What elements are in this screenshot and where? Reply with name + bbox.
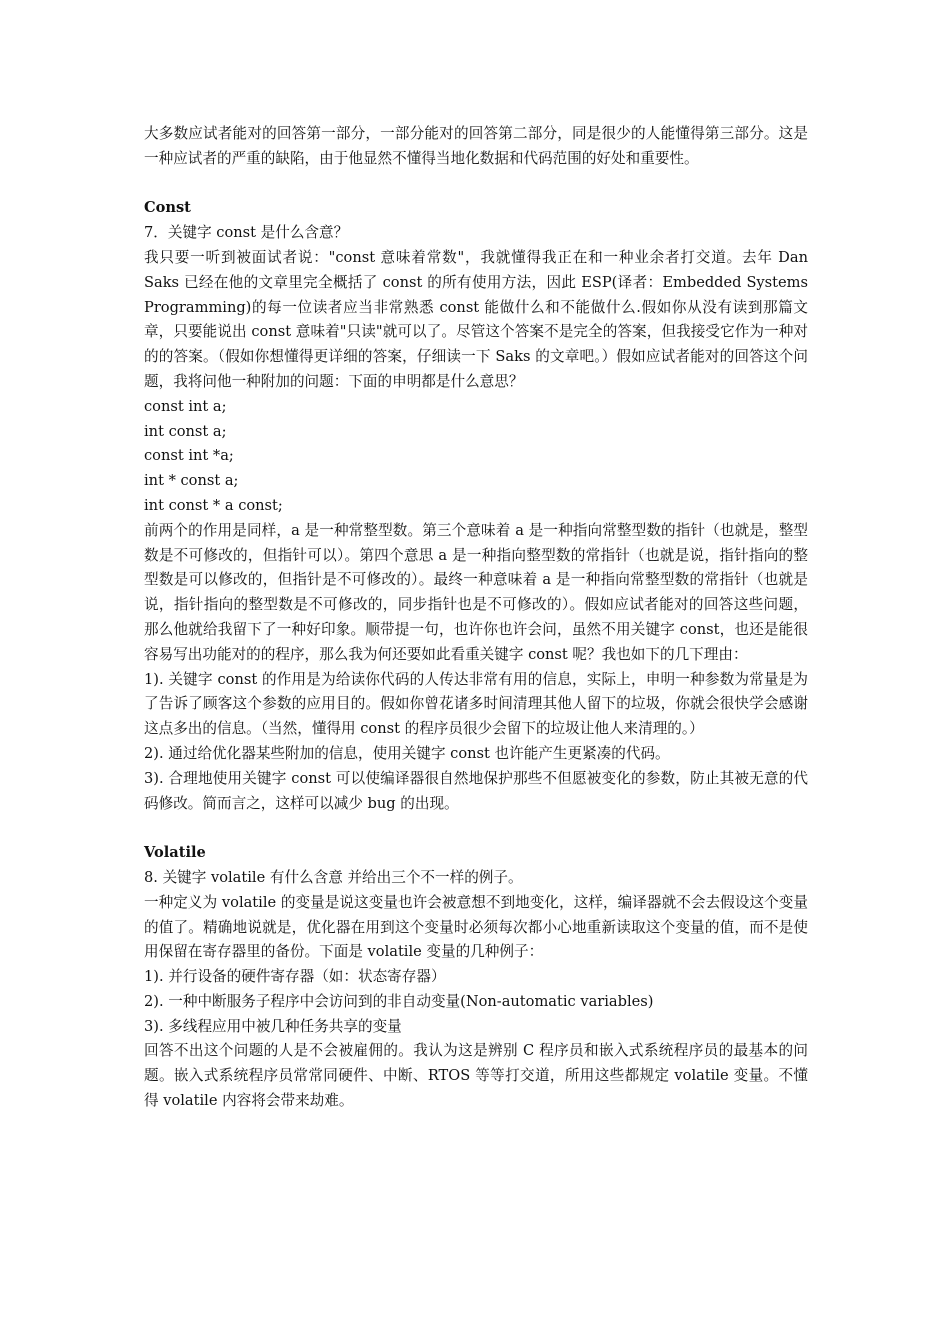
document-page (144, 122, 808, 1114)
const-explanation-paragraph: 前两个的作用是同样，a 是一种常整型数。第三个意味着 a 是一种指向常整型数的指针（也就是，整型数是不可修改的，但指针可以）。第四个意思 a 是一种指向整型数的常指针（也就是说，指针指向的整型数是可以修改的，但指针是不可修改的）。最终一种意味着 a 是一种指向常整型数的常指针（也就是说，指针指向的整型数是不可修改的，同步指针也是不可修改的）。假如应试者能对的回答这些问题，那么他就给我留下了一种好印象。顺带提一句，也许你也许会问，虽然不用关键字 const，也还是能很容易写出功能对的的程序，那么我为何还要如此看重关键字 const 呢？我也如下的几下理由： (144, 521, 808, 663)
const-question: 7．关键字 const 是什么含意？ (144, 224, 349, 242)
volatile-conclusion-paragraph: 回答不出这个问题的人是不会被雇佣的。我认为这是辨别 C 程序员和嵌入式系统程序员的最基本的问题。嵌入式系统程序员常常同硬件、中断、RTOS 等等打交道，所用这些都规定 volatile 变量。不懂得 volatile 内容将会带来劫难。 (144, 1042, 808, 1110)
volatile-example-item: 3). 多线程应用中被几种任务共享的变量 (144, 1017, 402, 1035)
code-line: const int a; (144, 397, 227, 415)
code-line: int const * a const; (144, 496, 283, 514)
volatile-question: 8. 关键字 volatile 有什么含意 并给出三个不一样的例子。 (144, 868, 523, 886)
intro-paragraph: 大多数应试者能对的回答第一部分，一部分能对的回答第二部分，同是很少的人能懂得第三部分。这是一种应试者的严重的缺陷，由于他显然不懂得当地化数据和代码范围的好处和重要性。 (144, 125, 808, 167)
volatile-example-item: 1). 并行设备的硬件寄存器（如：状态寄存器） (144, 968, 446, 986)
const-answer-paragraph: 我只要一听到被面试者说："const 意味着常数"，我就懂得我正在和一种业余者打交道。去年 Dan Saks 已经在他的文章里完全概括了 const 的所有使用方法，因此 ESP(译者：Embedded Systems Programming)的每一位读者应当非常熟悉 const 能做什么和不能做什么.假如你从没有读到那篇文章，只要能说出 const 意味着"只读"就可以了。尽管这个答案不是完全的答案，但我接受它作为一种对的的答案。（假如你想懂得更详细的答案，仔细读一下 Saks 的文章吧。）假如应试者能对的回答这个问题，我将问他一种附加的问题：下面的申明都是什么意思？ (144, 248, 808, 390)
const-heading: Const (144, 199, 191, 217)
const-reason-item: 2). 通过给优化器某些附加的信息，使用关键字 const 也许能产生更紧凑的代码。 (144, 744, 670, 762)
spacer (144, 816, 808, 841)
code-line: int const a; (144, 422, 227, 440)
volatile-heading: Volatile (144, 844, 206, 862)
code-line: const int *a; (144, 447, 234, 465)
spacer (144, 172, 808, 197)
volatile-example-item: 2). 一种中断服务子程序中会访问到的非自动变量(Non-automatic variables) (144, 992, 654, 1010)
const-reason-item: 3). 合理地使用关键字 const 可以使编译器很自然地保护那些不但愿被变化的参数，防止其被无意的代码修改。简而言之，这样可以减少 bug 的出现。 (144, 769, 808, 812)
volatile-answer-paragraph: 一种定义为 volatile 的变量是说这变量也许会被意想不到地变化，这样，编译器就不会去假设这个变量的值了。精确地说就是，优化器在用到这个变量时必须每次都小心地重新读取这个变量的值，而不是使用保留在寄存器里的备份。下面是 volatile 变量的几种例子： (144, 893, 808, 961)
const-reason-item: 1). 关键字 const 的作用是为给读你代码的人传达非常有用的信息，实际上，申明一种参数为常量是为了告诉了顾客这个参数的应用目的。假如你曾花诸多时间清理其他人留下的垃圾，你就会很快学会感谢这点多出的信息。（当然，懂得用 const 的程序员很少会留下的垃圾让他人来清理的。） (144, 670, 808, 738)
code-line: int * const a; (144, 472, 239, 490)
